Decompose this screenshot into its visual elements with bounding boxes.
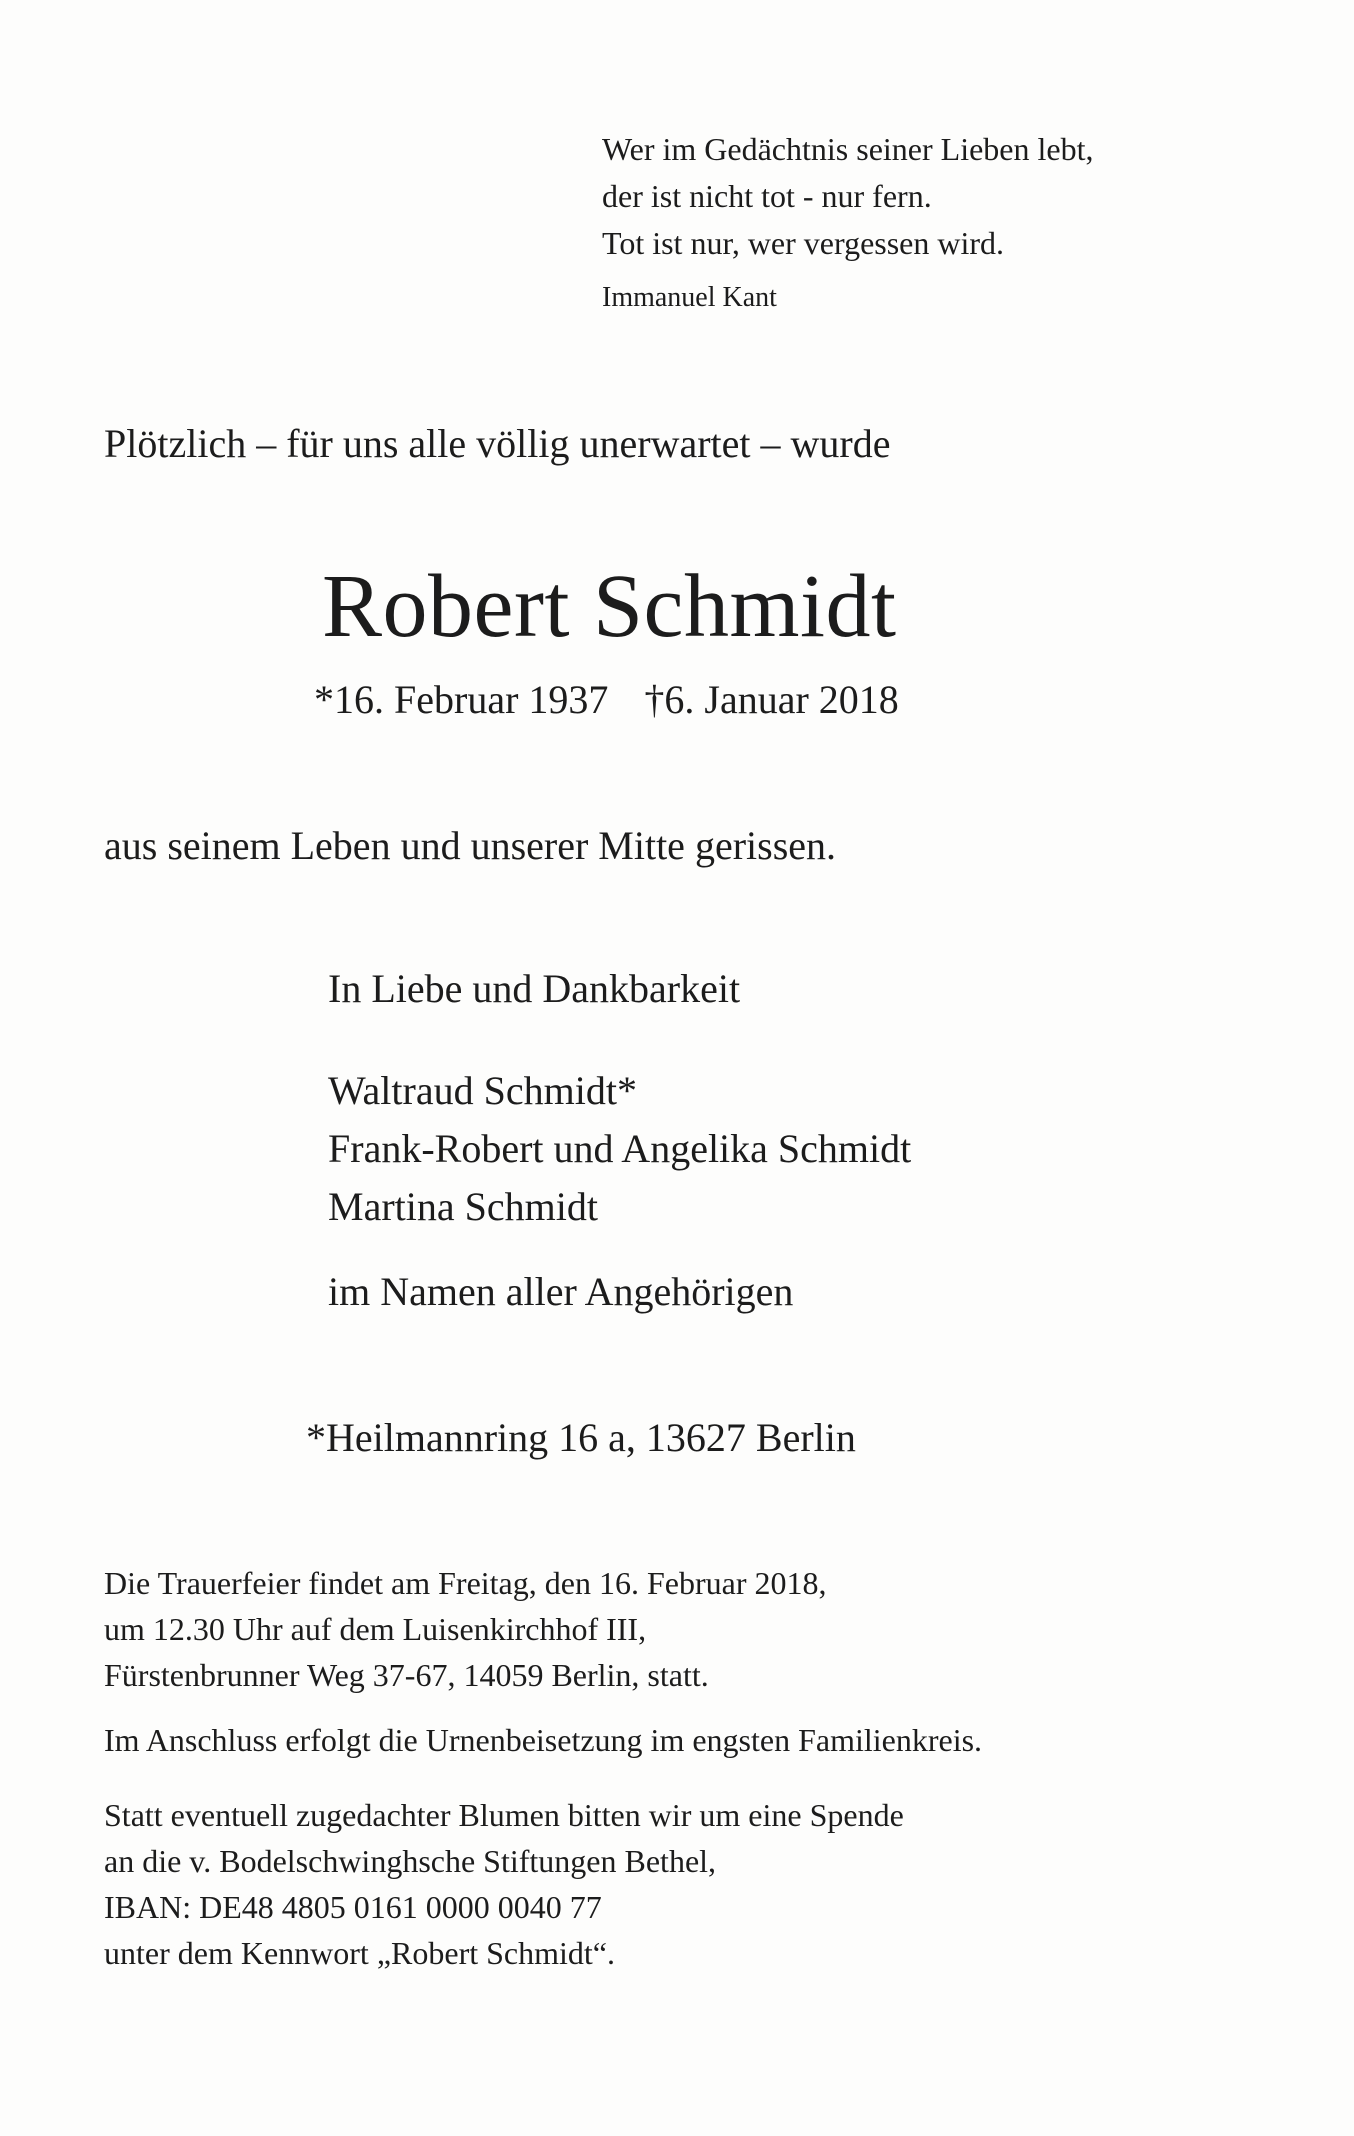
life-dates [314,676,899,723]
ceremony-line: Die Trauerfeier findet am Freitag, den 16. Februar 2018, [104,1565,827,1601]
donation-info [104,1792,904,1976]
intro-text: Plötzlich – für uns alle völlig unerwartet – wurde [104,421,891,466]
quote [602,126,1093,267]
closing-phrase: In Liebe und Dankbarkeit [328,966,741,1011]
quote-author: Immanuel Kant [602,282,777,313]
quote-line: Tot ist nur, wer vergessen wird. [602,225,1005,261]
donation-line: an die v. Bodelschwinghsche Stiftungen Bethel, [104,1843,717,1879]
family-member: Frank-Robert und Angelika Schmidt [328,1126,912,1171]
donation-line: Statt eventuell zugedachter Blumen bitten wir um eine Spende [104,1797,904,1833]
donation-iban: IBAN: DE48 4805 0161 0000 0040 77 [104,1889,602,1925]
death-date: †6. Januar 2018 [644,677,899,722]
family-member: Waltraud Schmidt* [328,1068,637,1113]
deceased-name: Robert Schmidt [322,557,897,656]
donation-line: unter dem Kennwort „Robert Schmidt“. [104,1935,615,1971]
family-list [328,1062,911,1236]
ceremony-info [104,1560,826,1698]
relatives-text: im Namen aller Angehörigen [328,1269,794,1314]
ceremony-line: um 12.30 Uhr auf dem Luisenkirchhof III, [104,1611,647,1647]
birth-date: *16. Februar 1937 [314,677,609,722]
ceremony-line: Fürstenbrunner Weg 37-67, 14059 Berlin, statt. [104,1657,709,1693]
interment-info: Im Anschluss erfolgt die Urnenbeisetzung im engsten Familienkreis. [104,1722,983,1758]
address: *Heilmannring 16 a, 13627 Berlin [306,1415,856,1460]
continuation-text: aus seinem Leben und unserer Mitte gerissen. [104,823,837,868]
quote-line: Wer im Gedächtnis seiner Lieben lebt, [602,131,1094,167]
quote-line: der ist nicht tot - nur fern. [602,178,932,214]
family-member: Martina Schmidt [328,1184,598,1229]
